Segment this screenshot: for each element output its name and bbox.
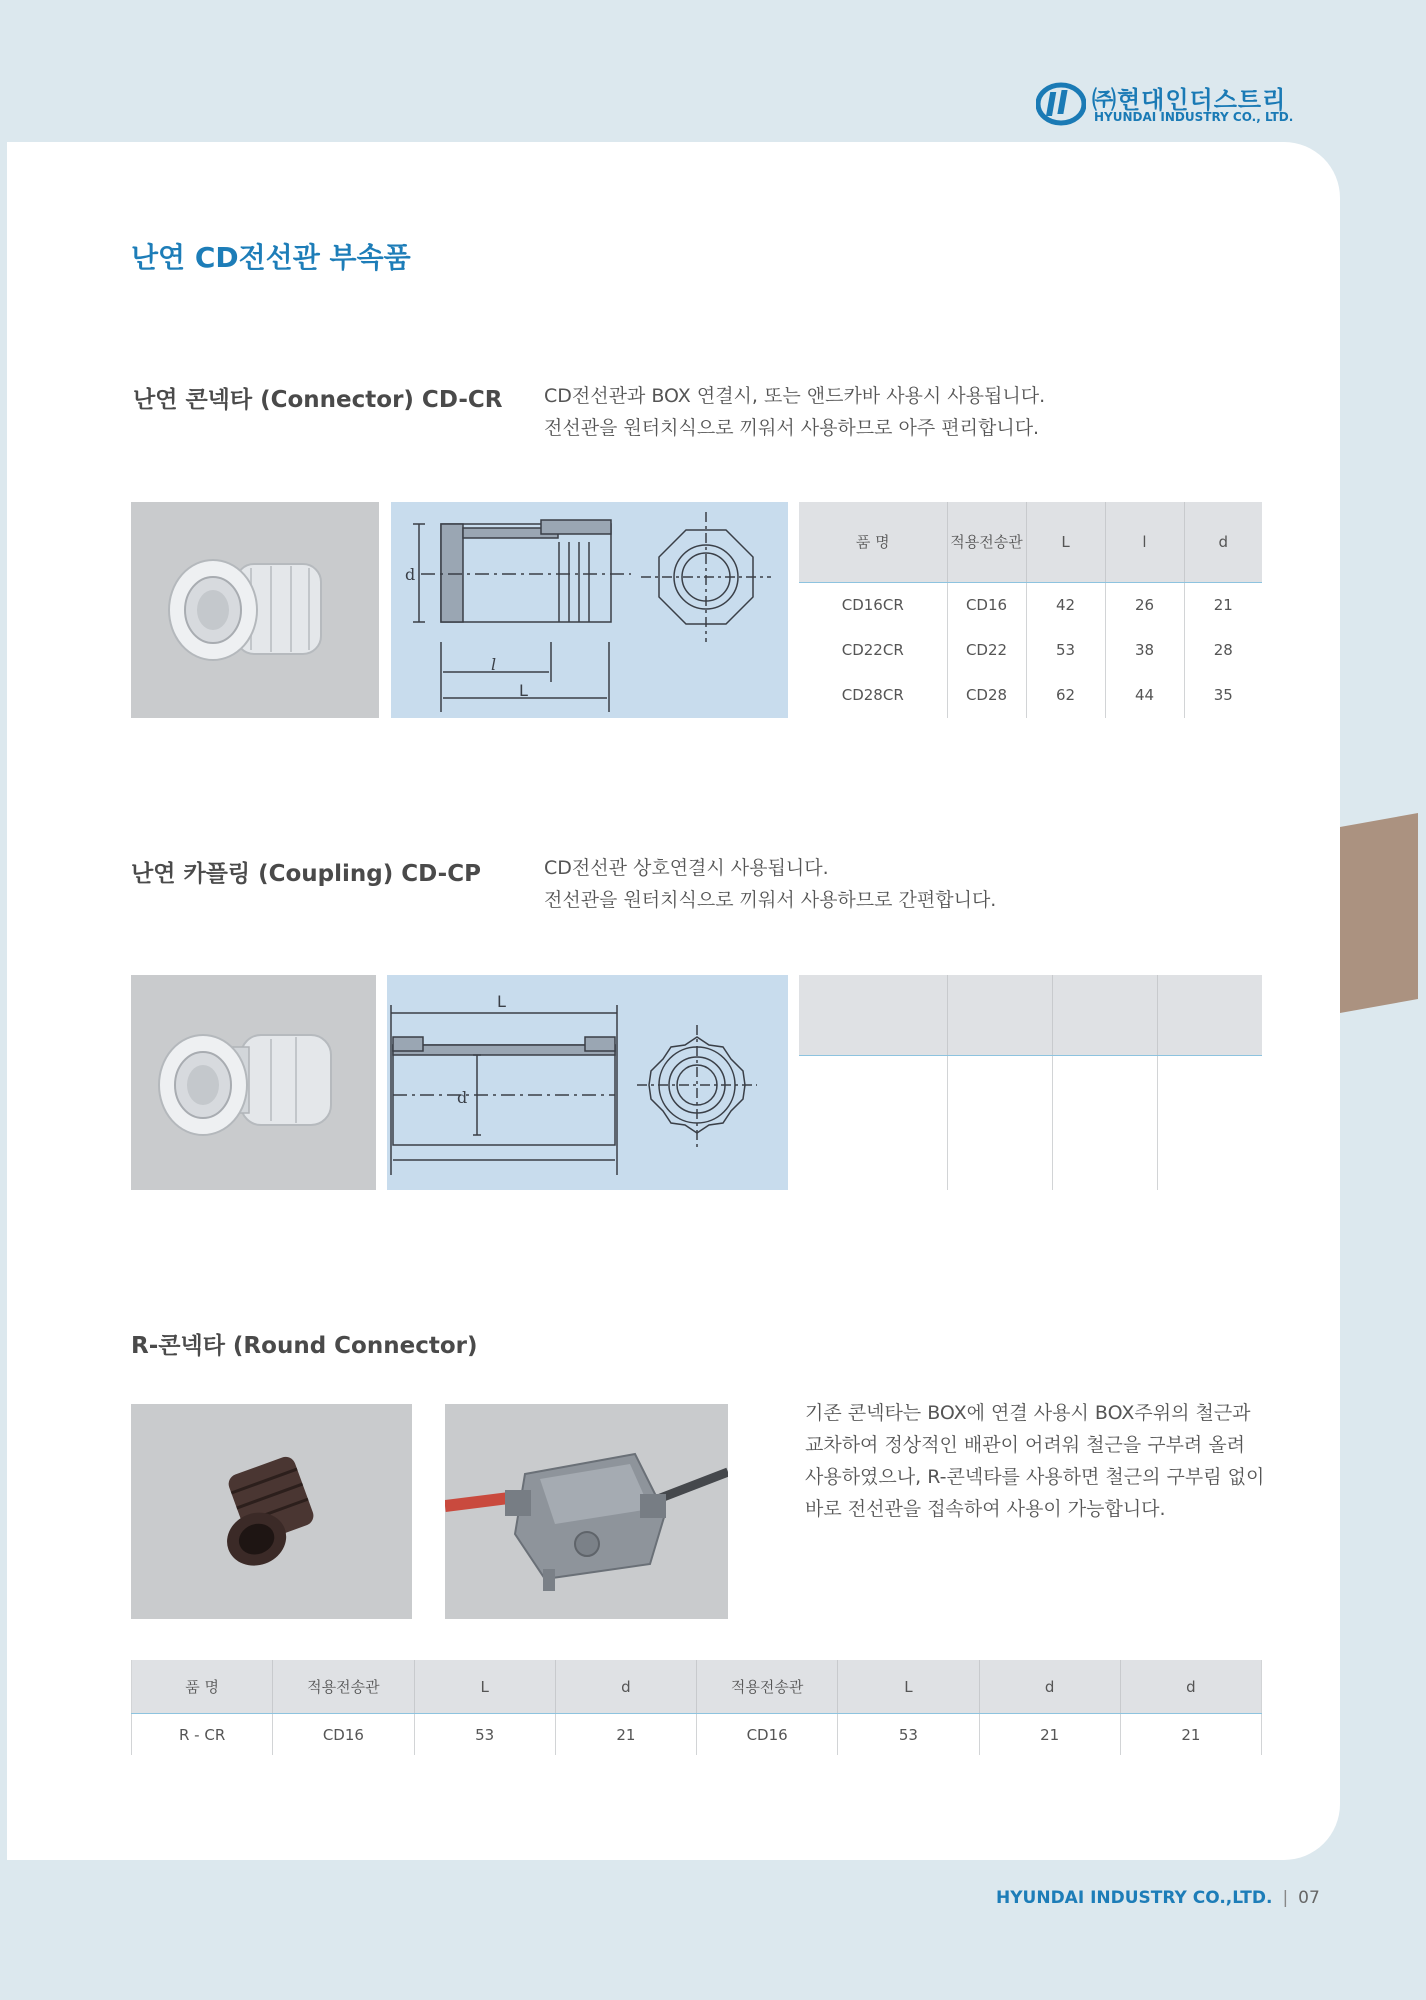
coupling-technical-drawing [387,975,788,1190]
table-header: d [555,1660,696,1714]
table-header: L [838,1660,979,1714]
section-tab-marker [1340,813,1420,1013]
page-footer [996,1888,1320,1908]
round-connector-desc-line: 사용하였으나, R-콘넥타를 사용하면 철근의 구부림 없이 [805,1466,1265,1488]
coupling-photo [131,975,376,1190]
table-header-empty [947,975,1052,1055]
round-connector-spec-table [131,1660,1262,1755]
logo-mark-icon [1036,82,1086,126]
table-row: CD22CR CD22 53 38 28 [799,627,1262,672]
round-connector-title: R-콘넥타 (Round Connector) [131,1333,478,1359]
coupling-spec-table [799,975,1262,1190]
table-header: d [1184,502,1262,582]
page-number: 07 [1298,1888,1320,1908]
round-connector-description [805,1397,1264,1525]
table-header: 적용전송관 [273,1660,414,1714]
table-header: L [414,1660,555,1714]
table-header-empty [1157,975,1262,1055]
table-header: d [1120,1660,1261,1714]
table-header: 품 명 [132,1660,273,1714]
logo-korean-text: ㈜현대인더스트리 [1092,86,1287,114]
connector-technical-drawing [391,502,788,718]
table-header: 품 명 [799,502,947,582]
table-header-empty [799,975,947,1055]
company-logo [1036,80,1296,128]
coupling-desc-line: 전선관을 원터치식으로 끼워서 사용하므로 간편합니다. [544,889,997,911]
table-header: d [979,1660,1120,1714]
connector-title: 난연 콘넥타 (Connector) CD-CR [133,387,503,413]
table-header: 적용전송관 [697,1660,838,1714]
table-header: L [1026,502,1105,582]
table-row-empty [799,1055,1262,1190]
table-row: CD28CR CD28 62 44 35 [799,672,1262,718]
logo-english-text: HYUNDAI INDUSTRY CO., LTD. [1094,110,1294,124]
table-row: R - CR CD16 53 21 CD16 53 21 21 [132,1714,1262,1756]
connector-spec-table [799,502,1262,718]
connector-description [544,380,1045,444]
coupling-title: 난연 카플링 (Coupling) CD-CP [131,861,481,887]
dim-label-L: L [519,681,528,700]
round-connector-desc-line: 기존 콘넥타는 BOX에 연결 사용시 BOX주위의 철근과 [805,1402,1251,1424]
page-title: 난연 CD전선관 부속품 [131,241,411,274]
connector-desc-line: CD전선관과 BOX 연결시, 또는 앤드카바 사용시 사용됩니다. [544,385,1046,407]
coupling-desc-line: CD전선관 상호연결시 사용됩니다. [544,857,829,879]
dim-label-L: L [497,992,506,1011]
round-connector-photo [131,1404,412,1619]
table-header-empty [1052,975,1157,1055]
footer-separator: | [1282,1888,1289,1908]
footer-company: HYUNDAI INDUSTRY CO.,LTD. [996,1888,1273,1908]
round-connector-desc-line: 바로 전선관을 접속하여 사용이 가능합니다. [805,1498,1166,1520]
coupling-description [544,852,996,916]
dim-label-d: d [405,565,416,584]
table-header: 적용전송관 [947,502,1026,582]
table-row: CD16CR CD16 42 26 21 [799,582,1262,627]
dim-label-d: d [457,1088,468,1107]
connector-desc-line: 전선관을 원터치식으로 끼워서 사용하므로 아주 편리합니다. [544,417,1040,439]
dim-label-l: l [491,655,497,674]
round-connector-desc-line: 교차하여 정상적인 배관이 어려워 철근을 구부려 올려 [805,1434,1246,1456]
connector-photo [131,502,379,718]
table-header: l [1105,502,1184,582]
junction-box-photo [445,1404,728,1619]
